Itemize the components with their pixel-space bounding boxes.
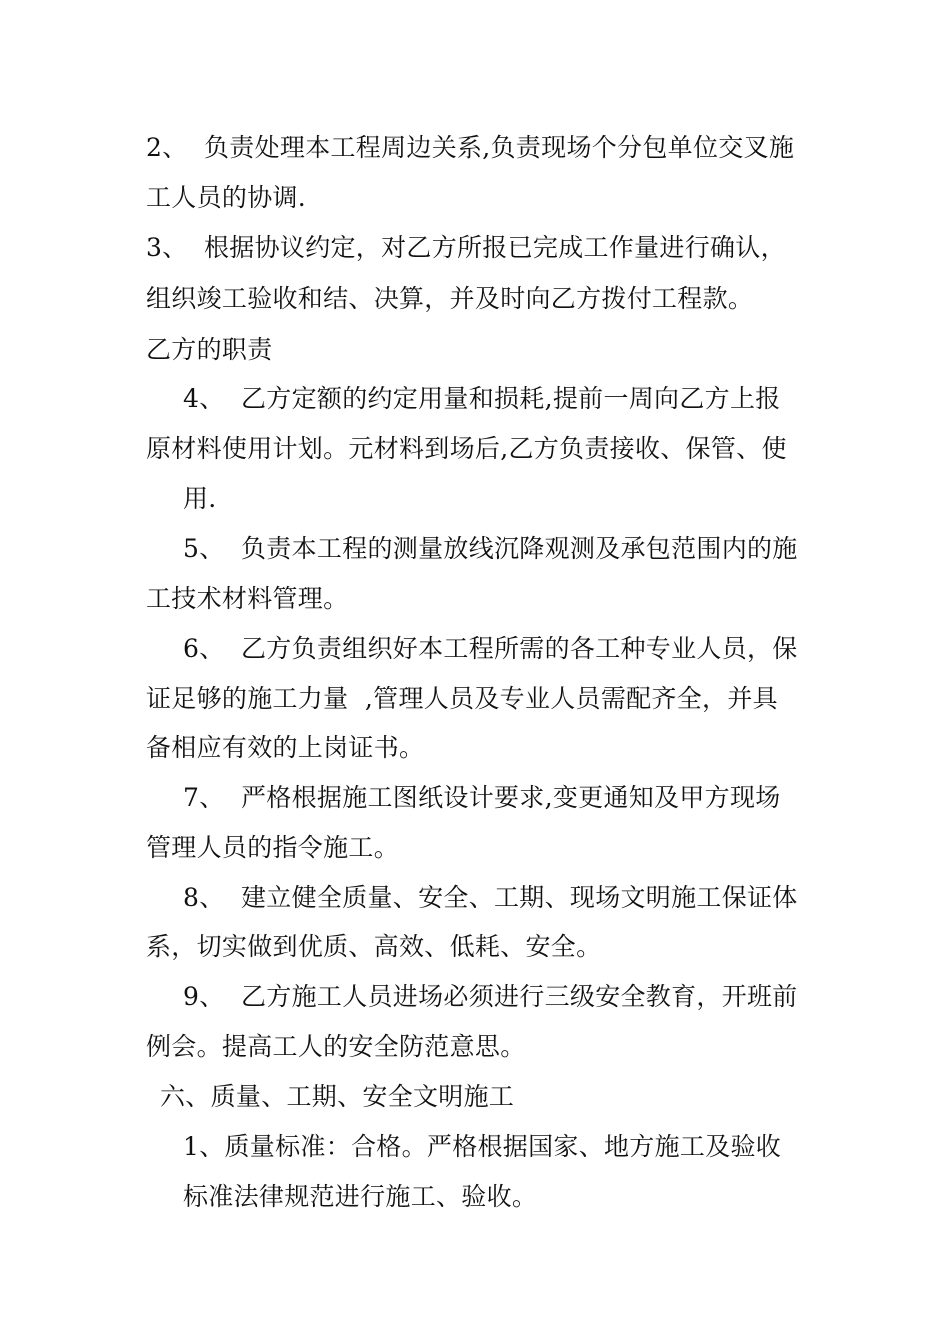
text-line: 组织竣工验收和结、决算，并及时向乙方拨付工程款。 [146,284,754,313]
text-line: 备相应有效的上岗证书。 [146,733,425,762]
text-line: 1、质量标准：合格。严格根据国家、地方施工及验收 [183,1132,782,1161]
text-line: 6、 乙方负责组织好本工程所需的各工种专业人员，保 [183,634,798,663]
text-line: 管理人员的指令施工。 [146,833,400,862]
text-line: 工人员的协调. [146,183,307,212]
text-line: 4、 乙方定额的约定用量和损耗,提前一周向乙方上报 [183,384,781,413]
text-line: 证足够的施工力量 ,管理人员及专业人员需配齐全，并具 [146,684,778,713]
section-heading: 乙方的职责 [146,335,273,364]
text-line: 8、 建立健全质量、安全、工期、现场文明施工保证体 [183,883,798,912]
text-line: 7、 严格根据施工图纸设计要求,变更通知及甲方现场 [183,783,781,812]
text-line: 2、 负责处理本工程周边关系,负责现场个分包单位交叉施 [146,133,795,162]
text-line: 标准法律规范进行施工、验收。 [183,1182,538,1211]
text-line: 5、 负责本工程的测量放线沉降观测及承包范围内的施 [183,534,798,563]
text-line: 9、 乙方施工人员进场必须进行三级安全教育，开班前 [183,982,798,1011]
text-line: 3、 根据协议约定，对乙方所报已完成工作量进行确认， [146,233,786,262]
section-heading: 六、质量、工期、安全文明施工 [160,1082,515,1111]
text-line: 系，切实做到优质、高效、低耗、安全。 [146,932,602,961]
text-line: 工技术材料管理。 [146,584,349,613]
text-line: 例会。提高工人的安全防范意思。 [146,1032,526,1061]
text-line: 原材料使用计划。元材料到场后,乙方负责接收、保管、使 [146,434,787,463]
text-line: 用. [183,484,217,513]
